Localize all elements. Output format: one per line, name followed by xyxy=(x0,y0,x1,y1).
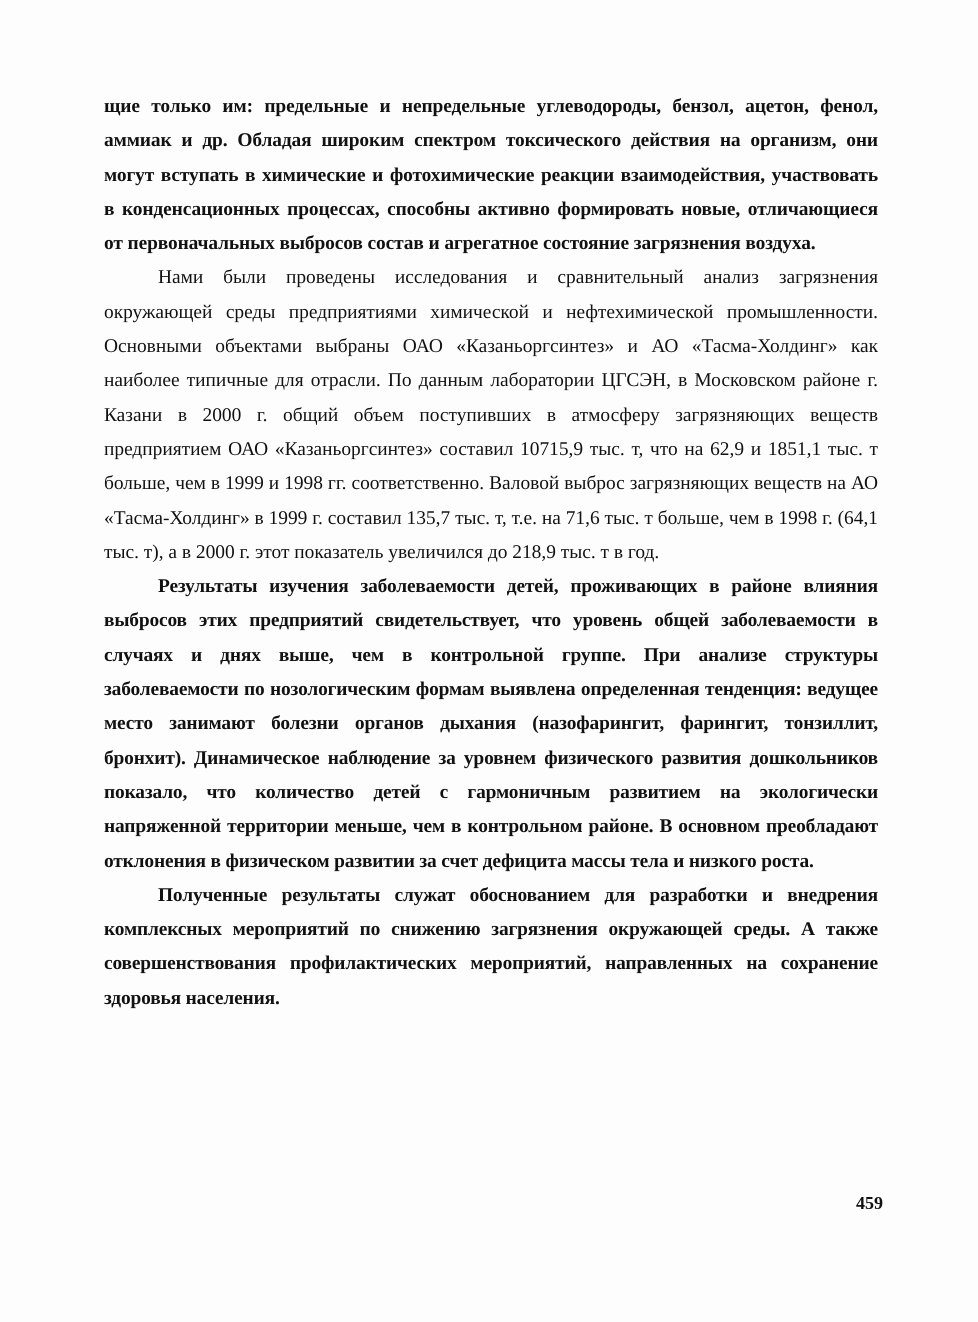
paragraph-conclusion: Полученные результаты служат обоснованием для разработки и внедрения комплексных мероприятий по снижению загрязнения окружающей среды. А также совершенствования профилактических мероприятий, направленных на сохранение здоровья населения. xyxy=(104,884,878,1009)
page-number: 459 xyxy=(856,1193,883,1213)
paragraph-continuation: щие только им: предельные и непредельные углеводороды, бензол, ацетон, фенол, аммиак и др. Обладая широким спектром токсического действия на организм, они могут вступать в химические и фотохимические реакции взаимодействия, участвовать в конденсационных процессах, способны активно формировать новые, отличающиеся от первоначальных выбросов состав и агрегатное состояние загрязнения воздуха. xyxy=(104,96,878,255)
paragraph-research: Нами были проведены исследования и сравнительный анализ загрязнения окружающей среды предприятиями химической и нефтехимической промышленности. Основными объектами выбраны ОАО «Казаньоргсинтез» и АО «Тасма-Холдинг» как наиболее типичные для отрасли. По данным лаборатории ЦГСЭН, в Московском районе г. Казани в 2000 г. общий объем поступивших в атмосферу загрязняющих веществ предприятием ОАО «Казаньоргсинтез» составил 10715,9 тыс. т, что на 62,9 и 1851,1 тыс. т больше, чем в 1999 и 1998 гг. соответственно. Валовой выброс загрязняющих веществ на АО «Тасма-Холдинг» в 1999 г. составил 135,7 тыс. т, т.е. на 71,6 тыс. т больше, чем в 1998 г. (64,1 тыс. т), а в 2000 г. этот показатель увеличился до 218,9 тыс. т в год. xyxy=(104,267,878,563)
paragraph-morbidity: Результаты изучения заболеваемости детей, проживающих в районе влияния выбросов этих предприятий свидетельствует, что уровень общей заболеваемости в случаях и днях выше, чем в контрольной группе. При анализе структуры заболеваемости по нозологическим формам выявлена определенная тенденция: ведущее место занимают болезни органов дыхания (назофарингит, фарингит, тонзиллит, бронхит). Динамическое наблюдение за уровнем физического развития дошкольников показало, что количество детей с гармоничным развитием на экологически напряженной территории меньше, чем в контрольном районе. В основном преобладают отклонения в физическом развитии за счет дефицита массы тела и низкого роста. xyxy=(104,576,878,872)
body-text xyxy=(104,90,878,1016)
